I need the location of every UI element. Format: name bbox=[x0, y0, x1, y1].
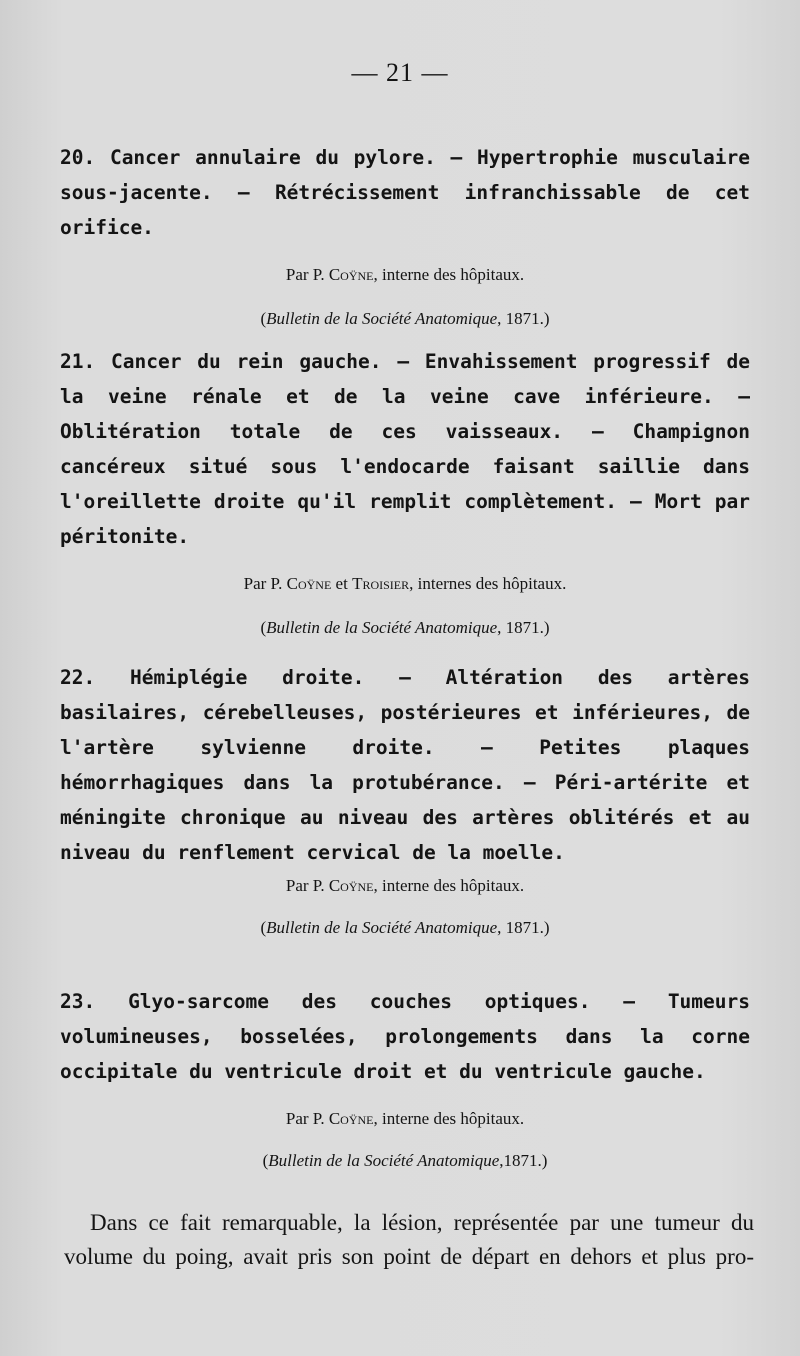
body-paragraph: Dans ce fait remarquable, la lésion, représentée par une tumeur du volume du poing, avait pris son point de départ en dehors et plus pro- bbox=[64, 1210, 754, 1269]
entry-number: 20. bbox=[60, 146, 96, 169]
entry-title bbox=[60, 660, 750, 870]
entry-source: (Bulletin de la Société Anatomique, 1871.) bbox=[260, 618, 550, 637]
entry-byline: Par P. Coÿne, interne des hôpitaux. bbox=[285, 876, 525, 895]
page-number: — 21 — bbox=[351, 58, 449, 87]
author-name: Coÿne bbox=[328, 876, 374, 895]
entry-title-text: Glyo-sarcome des couches optiques. — Tumeurs volumineuses, bosselées, prolongements dans la corne occipitale du ventricule droit et du ventricule gauche. bbox=[60, 990, 750, 1083]
author-name: Coÿne bbox=[286, 574, 332, 593]
source-title: Bulletin de la Société Anatomique bbox=[266, 618, 498, 637]
source-title: Bulletin de la Société Anatomique bbox=[266, 918, 498, 937]
entry-source: (Bulletin de la Société Anatomique, 1871.) bbox=[260, 918, 550, 937]
entry-source: (Bulletin de la Société Anatomique, 1871.) bbox=[260, 309, 550, 328]
entry-21 bbox=[60, 344, 750, 640]
entry-title bbox=[60, 140, 750, 245]
author-name: Coÿne bbox=[328, 1109, 374, 1128]
entry-number: 23. bbox=[60, 990, 96, 1013]
entry-number: 22. bbox=[60, 666, 96, 689]
entry-23 bbox=[60, 984, 750, 1173]
author-name: Coÿne bbox=[328, 265, 374, 284]
source-title: Bulletin de la Société Anatomique bbox=[266, 309, 498, 328]
entry-byline: Par P. Coÿne et Troisier, internes des hôpitaux. bbox=[243, 574, 567, 593]
entry-byline: Par P. Coÿne, interne des hôpitaux. bbox=[285, 265, 525, 284]
entry-title bbox=[60, 344, 750, 554]
author-name-2: Troisier bbox=[352, 574, 410, 593]
source-title: Bulletin de la Société Anatomique bbox=[268, 1151, 500, 1170]
entry-title bbox=[60, 984, 750, 1089]
entry-number: 21. bbox=[60, 350, 96, 373]
entry-20 bbox=[60, 140, 750, 331]
entry-title-text: Cancer annulaire du pylore. — Hypertrophie musculaire sous-jacente. — Rétrécissement infranchissable de cet orifice. bbox=[60, 146, 750, 239]
entry-title-text: Cancer du rein gauche. — Envahissement progressif de la veine rénale et de la veine cave inférieure. — Oblitération totale de ces vaisseaux. — Champignon cancéreux situé sous l'endocarde faisant saillie dans l'oreillette droite qu'il remplit complètement. — Mort par péritonite. bbox=[60, 350, 750, 548]
entry-title-text: Hémiplégie droite. — Altération des artères basilaires, cérebelleuses, postérieures et inférieures, de l'artère sylvienne droite. — Petites plaques hémorrhagiques dans la protubérance. — Péri-artérite et méningite chronique au niveau des artères oblitérés et au niveau du renflement cervical de la moelle. bbox=[60, 666, 750, 864]
entry-22 bbox=[60, 660, 750, 940]
entry-byline: Par P. Coÿne, interne des hôpitaux. bbox=[285, 1109, 525, 1128]
entry-source: (Bulletin de la Société Anatomique,1871.) bbox=[262, 1151, 548, 1170]
